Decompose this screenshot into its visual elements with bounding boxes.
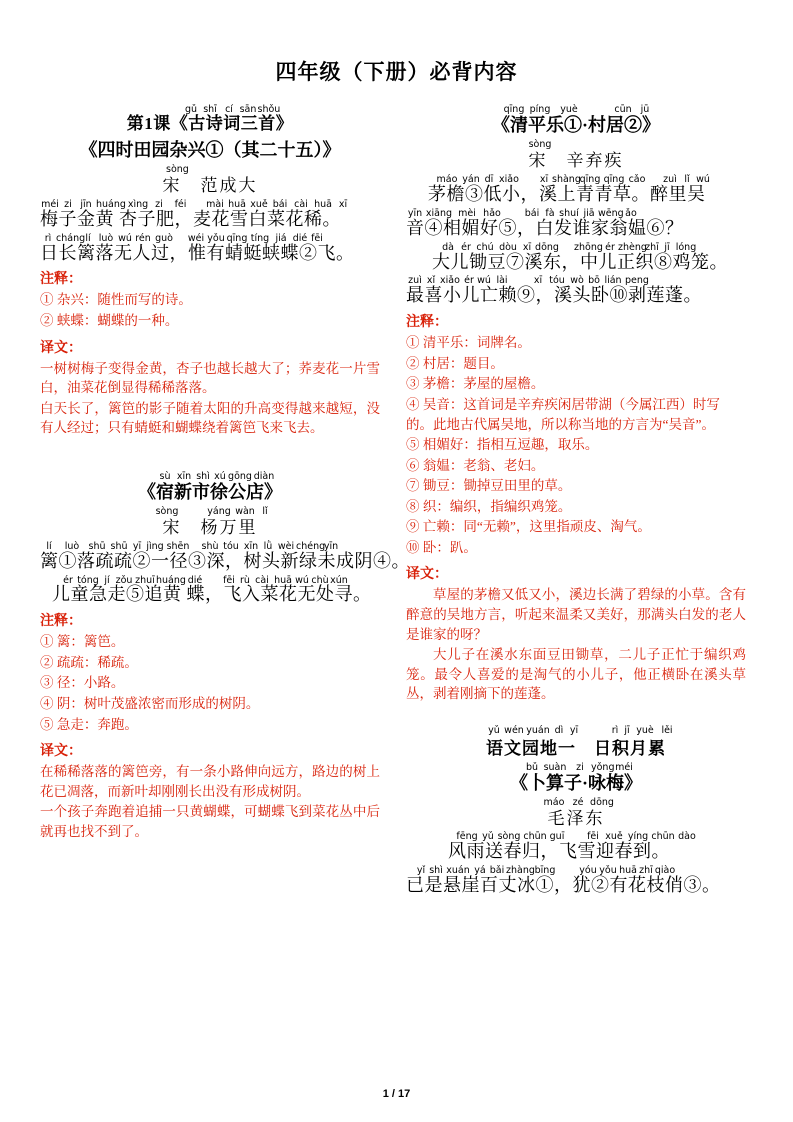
poem-author-block: [406, 138, 746, 170]
poem-text: 茅檐③低小，溪上青青草。醉里吴: [428, 183, 706, 204]
pinyin-syllable: zuì: [408, 275, 422, 287]
pinyin-syllable: yǒu: [599, 865, 617, 877]
pinyin-syllable: gǔ: [184, 104, 198, 116]
note-item: ④ 吴音：这首词是辛弃疾闲居带湖（今属江西）时写的。此地古代属吴地，所以称当地的方言为“吴音”。: [406, 396, 720, 432]
translation-paragraph: 草屋的茅檐又低又小，溪边长满了碧绿的小草。含有醉意的吴地方言，听起来温柔又美好，那满头白发的老人是谁家的呀？: [406, 587, 746, 642]
pinyin-syllable: qīng: [226, 232, 248, 244]
pinyin-syllable: cí: [225, 104, 233, 116]
poem-line: [40, 198, 380, 229]
note-item: ② 蛱蝶：蝴蝶的一种。: [40, 313, 179, 329]
pinyin-syllable: shī: [203, 104, 217, 116]
two-column-layout: [40, 102, 753, 898]
pinyin-syllable: yuán: [526, 724, 550, 736]
pinyin-syllable: cǎo: [628, 173, 646, 185]
pinyin-syllable: qīng: [603, 173, 625, 185]
note-item: ④ 阴：树叶茂盛浓密而形成的树阴。: [40, 696, 260, 712]
pinyin-syllable: dào: [678, 831, 696, 843]
pinyin-syllable: rì: [44, 232, 52, 244]
pinyin-syllable: xún: [330, 574, 348, 586]
poem-title: 《宿新市徐公店》: [138, 481, 282, 502]
pinyin-syllable: jí: [104, 574, 110, 586]
pinyin-syllable: xī: [338, 198, 348, 210]
pinyin-syllable: mài: [206, 198, 224, 210]
pinyin-syllable: xī: [522, 241, 532, 253]
pinyin-syllable: méi: [615, 761, 633, 773]
pinyin-syllable: wén: [504, 724, 524, 736]
poem-title-block-sushinshi: [40, 470, 380, 502]
pinyin-syllable: jiá: [275, 232, 287, 244]
pinyin-syllable: lǐ: [684, 173, 690, 185]
pinyin-syllable: shì: [196, 470, 210, 482]
pinyin-syllable: dié: [292, 232, 308, 244]
pinyin-syllable: lóng: [675, 241, 697, 253]
page-number: 1 / 17: [382, 1088, 411, 1100]
pinyin-syllable: chù: [311, 574, 329, 586]
poem-line: [40, 573, 380, 604]
pinyin-syllable: shū: [110, 540, 128, 552]
pinyin-syllable: méi: [41, 198, 59, 210]
pinyin-syllable: yán: [462, 173, 480, 185]
pinyin-syllable: yǒng: [591, 761, 615, 773]
pinyin-syllable: chéng: [296, 540, 326, 552]
poem-text: 已是悬崖百丈冰①，犹②有花枝俏③。: [406, 875, 721, 896]
pinyin-syllable: dōng: [535, 241, 559, 253]
pinyin-syllable: luò: [98, 232, 114, 244]
pinyin-syllable: yá: [474, 865, 486, 877]
poem-author: 宋 杨万里: [162, 517, 258, 537]
note-item: ⑥ 翁媪：老翁、老妇。: [406, 457, 545, 473]
pinyin-syllable: yǔ: [482, 831, 494, 843]
pinyin-syllable: xìng: [127, 198, 149, 210]
poem-text: 音④相媚好⑤，白发谁家翁媪⑥？: [406, 217, 684, 238]
pinyin-syllable: píng: [529, 104, 551, 116]
pinyin-syllable: chūn: [651, 831, 675, 843]
pinyin-syllable: qīng: [503, 104, 525, 116]
pinyin-syllable: tóu: [549, 275, 565, 287]
note-item: ② 村居：题目。: [406, 355, 504, 371]
pinyin-syllable: wú: [477, 275, 491, 287]
pinyin-syllable: xiǎo: [499, 173, 519, 185]
poem-text: 梅子金黄 杏子肥，麦花雪白菜花稀。: [40, 208, 341, 229]
pinyin-syllable: fēi: [311, 232, 323, 244]
right-column: [406, 102, 746, 898]
unit-title: 语文园地一 日积月累: [486, 738, 666, 758]
pinyin-syllable: zi: [576, 761, 584, 773]
page-title: 四年级（下册）必背内容: [275, 60, 518, 84]
pinyin-syllable: cháng: [56, 232, 86, 244]
pinyin-syllable: shū: [88, 540, 106, 552]
pinyin-syllable: zuì: [663, 173, 677, 185]
pinyin-syllable: huā: [228, 198, 246, 210]
pinyin-syllable: wú: [696, 173, 710, 185]
pinyin-syllable: guò: [155, 232, 173, 244]
pinyin-syllable: rì: [611, 724, 619, 736]
poem-line: [406, 864, 746, 895]
note-item: ① 清平乐：词牌名。: [406, 335, 531, 351]
translation-paragraph: 大儿子在溪水东面豆田锄草，二儿子正忙于编织鸡笼。最令人喜爱的是淘气的小儿子，他正横卧在溪头草丛，剥着刚摘下的莲蓬。: [406, 647, 746, 702]
note-item: ⑤ 相媚好：指相互逗趣，取乐。: [406, 437, 599, 453]
pinyin-syllable: sòng: [497, 831, 521, 843]
notes-heading: 注释：: [40, 272, 82, 288]
note-item: ② 疏疏：稀疏。: [40, 654, 138, 670]
poem-title: 《卜算子·咏梅》: [509, 772, 642, 793]
pinyin-syllable: huáng: [156, 574, 186, 586]
pinyin-syllable: fēng: [456, 831, 478, 843]
pinyin-syllable: sān: [239, 104, 257, 116]
poem-title-block-buszanzi: [406, 761, 746, 793]
pinyin-syllable: huā: [619, 865, 637, 877]
pinyin-syllable: guī: [549, 831, 565, 843]
lesson-number: 第1课: [126, 114, 171, 133]
pinyin-syllable: jī: [664, 241, 670, 253]
pinyin-syllable: fà: [545, 207, 555, 219]
pinyin-syllable: bái: [524, 207, 540, 219]
pinyin-syllable: xiāng: [425, 207, 453, 219]
pinyin-syllable: diàn: [253, 470, 275, 482]
pinyin-syllable: lǐ: [262, 505, 268, 517]
lesson-title: 《古诗词三首》: [170, 114, 294, 133]
translation-paragraph: 白天长了，篱笆的影子随着太阳的升高变得越来越短，没有人经过；只有蜻蜓和蝴蝶绕着篱笆飞来飞去。: [40, 400, 380, 436]
pinyin-syllable: lěi: [661, 724, 673, 736]
pinyin-syllable: lǜ: [263, 540, 273, 552]
pinyin-syllable: bō: [588, 275, 600, 287]
poem-line: [406, 173, 746, 204]
pinyin-syllable: xī: [533, 275, 543, 287]
pinyin-syllable: dòu: [499, 241, 517, 253]
pinyin-syllable: jìng: [146, 540, 164, 552]
pinyin-syllable: zhī: [639, 865, 653, 877]
pinyin-syllable: fēi: [587, 831, 599, 843]
pinyin-syllable: wú: [295, 574, 309, 586]
pinyin-syllable: peng: [625, 275, 649, 287]
note-item: ⑦ 锄豆：锄掉豆田里的草。: [406, 478, 572, 494]
poem-author-block: [406, 796, 746, 828]
poem-line: [406, 241, 746, 272]
pinyin-syllable: shuí: [559, 207, 579, 219]
pinyin-syllable: lián: [604, 275, 622, 287]
pinyin-syllable: shù: [201, 540, 219, 552]
poem-line: [40, 232, 380, 263]
pinyin-syllable: luò: [64, 540, 80, 552]
pinyin-syllable: yī: [132, 540, 142, 552]
pinyin-syllable: zhàng: [506, 865, 535, 877]
pinyin-syllable: zǒu: [115, 574, 133, 586]
pinyin-syllable: rù: [240, 574, 250, 586]
pinyin-syllable: sù: [159, 470, 171, 482]
poem-line: [406, 274, 746, 305]
pinyin-syllable: huā: [314, 198, 332, 210]
lesson-heading: [40, 103, 380, 133]
pinyin-syllable: zhī: [645, 241, 659, 253]
note-item: ⑨ 亡赖：同“无赖”，这里指顽皮、淘气。: [406, 519, 651, 535]
pinyin-syllable: yíng: [627, 831, 649, 843]
poem-text: 儿童急走⑤追黄 蝶，飞入菜花无处寻。: [52, 584, 372, 605]
pinyin-syllable: fēi: [223, 574, 235, 586]
pinyin-syllable: tóng: [77, 574, 99, 586]
poem-line: [406, 830, 746, 861]
note-item: ③ 径：小路。: [40, 675, 125, 691]
pinyin-syllable: qiào: [654, 865, 676, 877]
poem-line: [40, 540, 410, 571]
pinyin-syllable: xuán: [446, 865, 470, 877]
pinyin-syllable: yīn: [407, 207, 423, 219]
poem-text: 最喜小儿亡赖⑨，溪头卧⑩剥莲蓬。: [406, 285, 702, 306]
pinyin-syllable: xuě: [605, 831, 623, 843]
translation-heading: 译文：: [406, 567, 448, 583]
pinyin-syllable: yuè: [636, 724, 654, 736]
poem-author: 毛泽东: [547, 808, 605, 828]
pinyin-syllable: wēng: [598, 207, 624, 219]
pinyin-syllable: chú: [476, 241, 494, 253]
pinyin-syllable: xiǎo: [440, 275, 460, 287]
pinyin-syllable: xǐ: [426, 275, 436, 287]
pinyin-syllable: yuè: [560, 104, 578, 116]
poem-author-block: [40, 163, 380, 195]
pinyin-syllable: bīng: [534, 865, 556, 877]
pinyin-syllable: shēn: [166, 540, 190, 552]
pinyin-syllable: suàn: [543, 761, 567, 773]
pinyin-syllable: huā: [274, 574, 292, 586]
pinyin-syllable: bǎi: [489, 865, 505, 877]
pinyin-syllable: máo: [436, 173, 458, 185]
pinyin-syllable: wú: [118, 232, 132, 244]
notes-heading: 注释：: [40, 614, 82, 630]
pinyin-syllable: mèi: [458, 207, 476, 219]
pinyin-syllable: cài: [255, 574, 269, 586]
pinyin-syllable: tóu: [223, 540, 239, 552]
pinyin-syllable: zi: [64, 198, 72, 210]
pinyin-syllable: xuě: [250, 198, 268, 210]
note-item: ① 杂兴：随性而写的诗。: [40, 292, 192, 308]
pinyin-syllable: dì: [554, 724, 564, 736]
pinyin-syllable: wéi: [187, 232, 205, 244]
pinyin-syllable: bái: [272, 198, 288, 210]
pinyin-syllable: ér: [63, 574, 73, 586]
pinyin-syllable: chūn: [523, 831, 547, 843]
pinyin-syllable: sòng: [528, 138, 552, 150]
pinyin-syllable: xī: [539, 173, 549, 185]
pinyin-syllable: qīng: [579, 173, 601, 185]
translation-paragraph: 一树树梅子变得金黄，杏子也越长越大了；荞麦花一片雪白，油菜花倒显得稀稀落落。: [40, 360, 380, 396]
translation-heading: 译文：: [40, 744, 82, 760]
poem-text: 大儿锄豆⑦溪东，中儿正织⑧鸡笼。: [432, 251, 728, 272]
pinyin-syllable: dié: [187, 574, 203, 586]
pinyin-syllable: dī: [484, 173, 494, 185]
pinyin-syllable: zhuī: [135, 574, 155, 586]
left-column: [40, 102, 410, 842]
poem-text: 风雨送春归，飞雪迎春到。: [448, 841, 670, 862]
pinyin-syllable: hǎo: [483, 207, 501, 219]
pinyin-syllable: dōng: [590, 796, 614, 808]
pinyin-syllable: yī: [569, 724, 579, 736]
pinyin-syllable: zé: [572, 796, 584, 808]
pinyin-syllable: máo: [543, 796, 565, 808]
pinyin-syllable: sòng: [155, 505, 179, 517]
pinyin-syllable: xú: [214, 470, 226, 482]
pinyin-syllable: yīn: [323, 540, 339, 552]
poem-title: 《清平乐①·村居②》: [491, 115, 660, 135]
pinyin-syllable: dà: [442, 241, 454, 253]
note-item: ⑩ 卧：趴。: [406, 539, 477, 555]
pinyin-syllable: cài: [294, 198, 308, 210]
pinyin-syllable: lí: [85, 232, 91, 244]
translation-heading: 译文：: [40, 340, 82, 356]
pinyin-syllable: yǐ: [416, 865, 426, 877]
pinyin-syllable: sòng: [166, 163, 189, 175]
note-item: ⑧ 织：编织，指编织鸡笼。: [406, 498, 572, 514]
pinyin-syllable: ǎo: [625, 207, 637, 219]
translation-paragraph: 在稀稀落落的篱笆旁，有一条小路伸向远方，路边的树上花已凋落，而新叶却刚刚长出没有形成树阴。: [40, 764, 380, 799]
pinyin-syllable: xīn: [243, 540, 259, 552]
poem-text: 日长篱落无人过，惟有蜻蜓蛱蝶②飞。: [40, 242, 355, 263]
pinyin-syllable: yáng: [207, 505, 231, 517]
note-item: ③ 茅檐：茅屋的屋檐。: [406, 376, 545, 392]
pinyin-syllable: zi: [155, 198, 163, 210]
pinyin-syllable: yóu: [579, 865, 597, 877]
pinyin-syllable: zhèng: [618, 241, 647, 253]
pinyin-syllable: tíng: [250, 232, 270, 244]
pinyin-syllable: ér: [461, 241, 471, 253]
pinyin-syllable: lài: [496, 275, 508, 287]
pinyin-syllable: huáng: [96, 198, 126, 210]
pinyin-syllable: jū: [640, 104, 650, 116]
note-item: ⑤ 急走：奔跑。: [40, 716, 138, 732]
pinyin-syllable: rén: [135, 232, 151, 244]
pinyin-syllable: yǔ: [488, 724, 500, 736]
unit-heading-block: [406, 724, 746, 758]
translation-paragraph: 一个孩子奔跑着追捕一只黄蝴蝶，可蝴蝶飞到菜花丛中后就再也找不到了。: [40, 804, 380, 839]
pinyin-syllable: wèi: [277, 540, 295, 552]
pinyin-syllable: jīn: [80, 198, 92, 210]
poem-author-block: [40, 505, 380, 537]
pinyin-syllable: bǔ: [525, 761, 539, 773]
pinyin-syllable: wò: [570, 275, 584, 287]
poem-title-block-qingpingyue: [406, 103, 746, 135]
pinyin-syllable: féi: [174, 198, 187, 210]
pinyin-syllable: ér: [605, 241, 615, 253]
pinyin-syllable: shì: [429, 865, 443, 877]
pinyin-syllable: yǒu: [207, 232, 225, 244]
poem-line: [406, 207, 746, 238]
note-item: ① 篱：篱笆。: [40, 634, 125, 650]
pinyin-syllable: ér: [464, 275, 474, 287]
pinyin-syllable: jī: [624, 724, 630, 736]
pinyin-syllable: wàn: [235, 505, 255, 517]
notes-heading: 注释：: [406, 315, 448, 331]
pinyin-syllable: jiā: [583, 207, 595, 219]
pinyin-syllable: shǒu: [257, 104, 281, 116]
poem-author: 宋 范成大: [162, 175, 258, 195]
poem-title-sishi: 《四时田园杂兴①（其二十五）》: [79, 139, 341, 160]
poem-author: 宋 辛弃疾: [528, 150, 624, 170]
pinyin-syllable: shàng: [552, 173, 581, 185]
pinyin-syllable: lí: [46, 540, 52, 552]
poem-text: 篱①落疏疏②一径③深，树头新绿未成阴④。: [40, 550, 410, 571]
pinyin-syllable: gōng: [228, 470, 252, 482]
pinyin-syllable: zhōng: [574, 241, 603, 253]
pinyin-syllable: xīn: [176, 470, 192, 482]
pinyin-syllable: cūn: [614, 104, 632, 116]
